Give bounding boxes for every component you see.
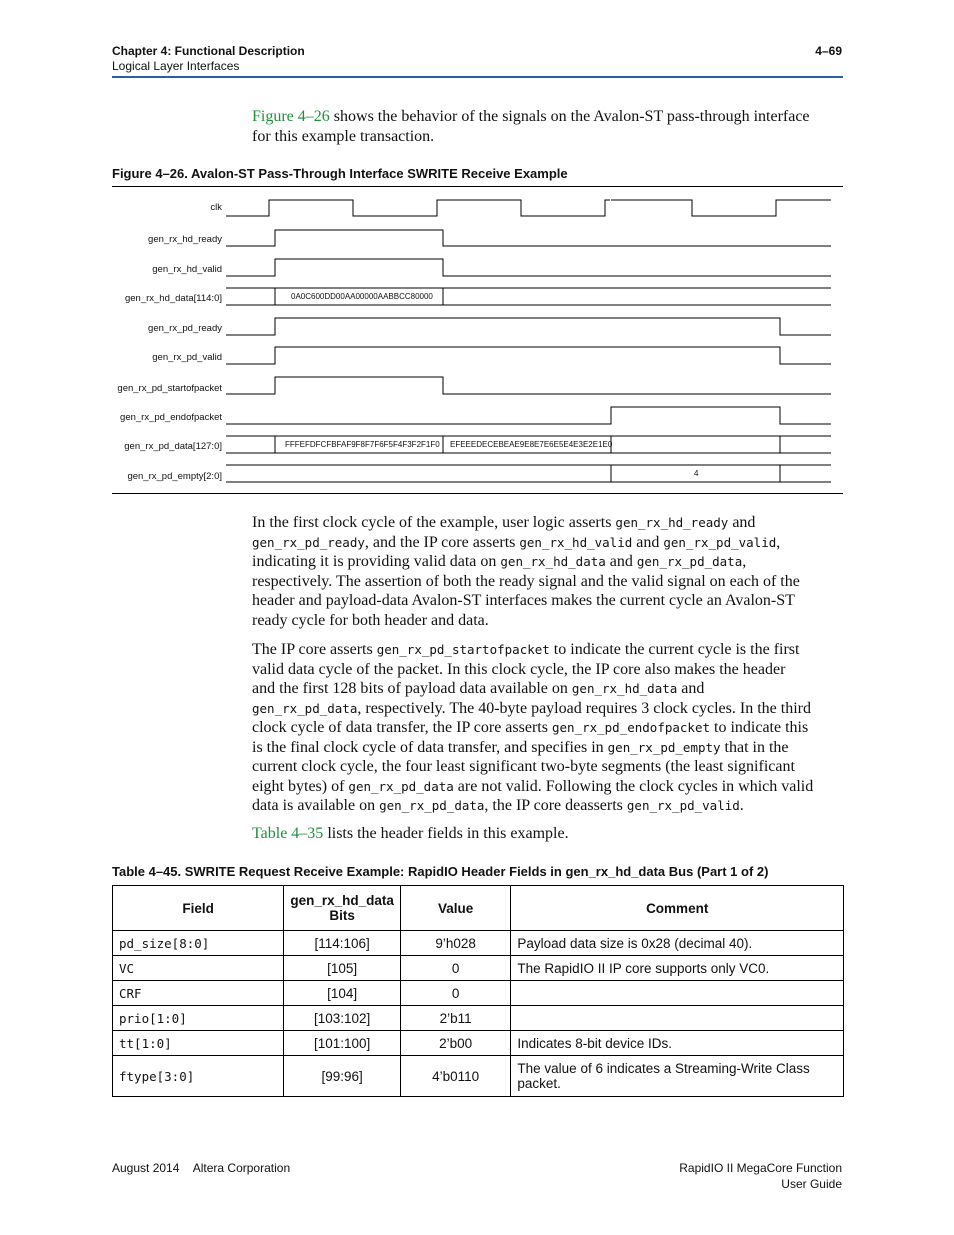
- table-reference: Table 4–35 lists the header fields in this example.: [252, 825, 569, 842]
- paragraph-first-cycle: In the first clock cycle of the example, user logic asserts gen_rx_hd_ready and gen_rx_pd_ready, and the IP core asserts gen_rx_hd_valid and gen_rx_pd_valid, indicating it is providing valid data on gen_rx_hd_data and gen_rx_pd_data, respectively. The assertion of both the ready signal and the valid signal on each of the header and payload-data Avalon-ST interfaces makes the current cycle an Avalon-ST ready cycle for both header and data.: [252, 514, 800, 629]
- timing-diagram: [0, 0, 954, 500]
- figure-link[interactable]: Figure 4–26: [252, 108, 330, 125]
- signal-label-pd-sop: gen_rx_pd_startofpacket: [117, 383, 222, 394]
- figure-title: Figure 4–26. Avalon-ST Pass-Through Interface SWRITE Receive Example: [112, 166, 568, 181]
- waveform-hd-ready: [226, 230, 831, 246]
- paragraph-startofpacket: The IP core asserts gen_rx_pd_startofpacket to indicate the current cycle is the first valid data cycle of the packet. In this clock cycle, the IP core also makes the header and the first 128 bits of payload data available on gen_rx_hd_data and gen_rx_pd_data, respectively. The 40-byte payload requires 3 clock cycles. In the third clock cycle of data transfer, the IP core asserts gen_rx_pd_endofpacket to indicate this is the final clock cycle of data transfer, and specifies in gen_rx_pd_empty that in the current clock cycle, the four least significant two-byte segments (the least significant eight bytes) of gen_rx_pd_data are not valid. Following the clock cycles in which valid data is available on gen_rx_pd_data, the IP core deasserts gen_rx_pd_valid.: [252, 641, 814, 814]
- signal-label-clk: clk: [210, 202, 222, 213]
- signal-label-hd-ready: gen_rx_hd_ready: [148, 234, 222, 245]
- waveform-pd-sop: [226, 377, 831, 394]
- footer-product: RapidIO II MegaCore Function: [679, 1161, 842, 1175]
- table-row: prio[1:0] [103:102] 2’b11: [113, 1006, 844, 1031]
- signal-label-hd-valid: gen_rx_hd_valid: [152, 264, 222, 275]
- col-comment: Comment: [511, 886, 844, 931]
- signal-label-pd-valid: gen_rx_pd_valid: [152, 352, 222, 363]
- chapter-title: Chapter 4: Functional Description: [112, 44, 305, 58]
- page-number: 4–69: [815, 44, 842, 58]
- waveform-clk-tail: [611, 200, 831, 216]
- waveform-pd-ready: [226, 318, 831, 335]
- table-row: ftype[3:0] [99:96] 4’b0110 The value of 6 indicates a Streaming-Write Class packet.: [113, 1056, 844, 1097]
- footer-doc: User Guide: [781, 1177, 842, 1191]
- header-fields-table: [112, 885, 844, 1097]
- pd-data-value-2: EFEEEDECEBEAE9E8E7E6E5E4E3E2E1E0: [450, 440, 613, 449]
- table-link[interactable]: Table 4–35: [252, 825, 324, 842]
- signal-label-pd-ready: gen_rx_pd_ready: [148, 323, 222, 334]
- table-row: CRF [104] 0: [113, 981, 844, 1006]
- waveform-pd-valid: [226, 347, 831, 364]
- table-row: pd_size[8:0] [114:106] 9’h028 Payload data size is 0x28 (decimal 40).: [113, 931, 844, 956]
- col-value: Value: [400, 886, 511, 931]
- table-row: tt[1:0] [101:100] 2’b00 Indicates 8-bit device IDs.: [113, 1031, 844, 1056]
- intro-text: shows the behavior of the signals on the Avalon-ST pass-through interface for this example transaction.: [252, 108, 810, 145]
- table-header-row: [113, 886, 844, 931]
- table-title: Table 4–45. SWRITE Request Receive Example: RapidIO Header Fields in gen_rx_hd_data Bus (Part 1 of 2): [112, 864, 769, 879]
- signal-label-pd-data: gen_rx_pd_data[127:0]: [124, 441, 222, 452]
- signal-label-pd-eop: gen_rx_pd_endofpacket: [120, 412, 222, 423]
- pd-data-value-1: FFFEFDFCFBFAF9F8F7F6F5F4F3F2F1F0: [285, 440, 440, 449]
- col-bits: gen_rx_hd_data Bits: [284, 886, 401, 931]
- waveform-hd-valid: [226, 259, 831, 276]
- signal-label-hd-data: gen_rx_hd_data[114:0]: [124, 293, 222, 304]
- section-title: Logical Layer Interfaces: [112, 59, 240, 73]
- signal-label-pd-empty: gen_rx_pd_empty[2:0]: [127, 471, 222, 482]
- pd-empty-value: 4: [694, 469, 699, 478]
- table-row: VC [105] 0 The RapidIO II IP core supports only VC0.: [113, 956, 844, 981]
- waveform-pd-eop: [226, 407, 831, 424]
- hd-data-value: 0A0C600DD00AA00000AABBCC80000: [291, 292, 433, 301]
- col-field: Field: [113, 886, 284, 931]
- footer-date: August 2014 Altera Corporation: [112, 1161, 291, 1175]
- waveform-clk: [226, 200, 610, 216]
